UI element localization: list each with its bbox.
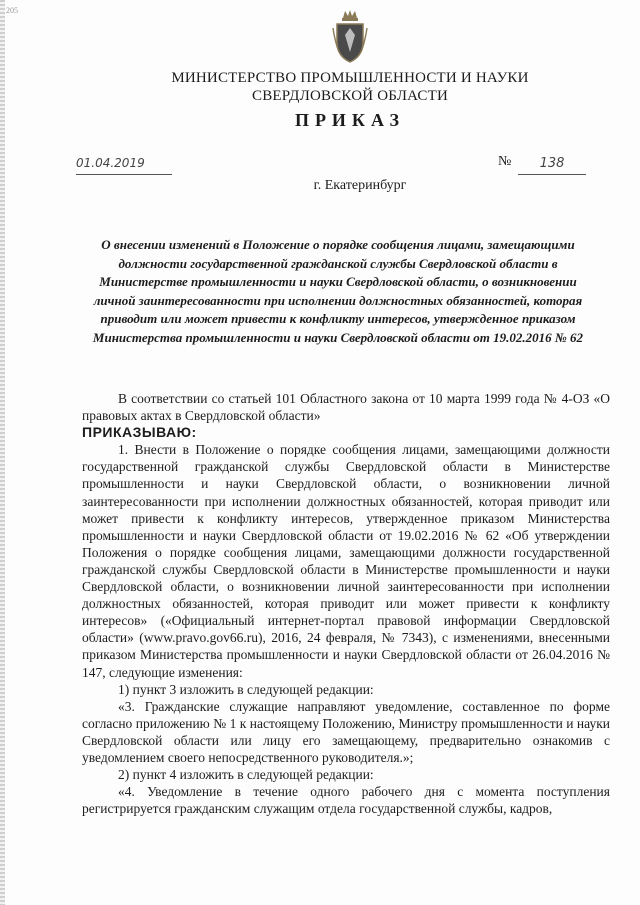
document-type: ПРИКАЗ (294, 110, 406, 130)
preamble: В соответствии со статьей 101 Областного закона от 10 марта 1999 года № 4-ОЗ «О правовых актах в Свердловской области» (82, 391, 610, 424)
quote-1: «3. Гражданские служащие направляют уведомление, составленное по форме согласно приложению № 1 к настоящему Положению, Министру промышленности и науки Свердловской области или лицу его замещающему, предварительно ознакомив с уведомлением своего непосредственного руководителя.»; (82, 698, 610, 765)
order-subject: О внесении изменений в Положение о порядке сообщения лицами, замещающими должности государственной гражданской службы Свердловской области в Министерстве промышленности и науки Свердловской области, о возникновении личной заинтересованности при исполнении должностных обязанностей, которая приводит или может привести к конфликту интересов, утвержденное приказом Министерства промышленности и науки Свердловской области от 19.02.2016 № 62 (92, 237, 584, 345)
ministry-name-line2: СВЕРДЛОВСКОЙ ОБЛАСТИ (251, 88, 448, 104)
order-number-label: № (498, 154, 512, 169)
corner-mark: 205 (6, 6, 18, 15)
quote-2: «4. Уведомление в течение одного рабочего дня с момента поступления регистрируется гражданским служащим отдела государственной службы, кадров, (82, 784, 610, 817)
order-word: ПРИКАЗЫВАЮ: (82, 424, 197, 441)
order-date: 01.04.2019 (76, 156, 172, 175)
item-1: 1. Внести в Положение о порядке сообщения лицами, замещающими должности государственной гражданской службы Свердловской области в Министерстве промышленности и науки Свердловской области, о возникновении личной заинтересованности при исполнении должностных обязанностей, которая приводит или может привести к конфликту интересов, утвержденное приказом Министерства промышленности и науки Свердловской области от 19.02.2016 № 62 «Об утверждении Положения о порядке сообщения лицами, замещающими должности государственной гражданской службы Свердловской области в Министерстве промышленности и науки Свердловской области, о возникновении личной заинтересованности при исполнении должностных обязанностей, которая приводит или может привести к конфликту интересов» («Официальный интернет-портал правовой информации Свердловской области» (www.pravo.gov66.ru), 2016, 24 февраля, № 7343), с изменениями, внесенными приказом Министерства промышленности и науки Свердловской области от 26.04.2016 № 147, следующие изменения: (82, 442, 610, 680)
order-body (82, 390, 610, 817)
ministry-name-line1: МИНИСТЕРСТВО ПРОМЫШЛЕННОСТИ И НАУКИ (171, 70, 529, 86)
scan-edge (0, 0, 5, 905)
subitem-1: 1) пункт 3 изложить в следующей редакции: (118, 681, 374, 697)
coat-of-arms-icon (331, 8, 369, 66)
city: г. Екатеринбург (313, 178, 407, 193)
subitem-2: 2) пункт 4 изложить в следующей редакции: (118, 767, 374, 783)
order-number: 138 (518, 156, 586, 175)
